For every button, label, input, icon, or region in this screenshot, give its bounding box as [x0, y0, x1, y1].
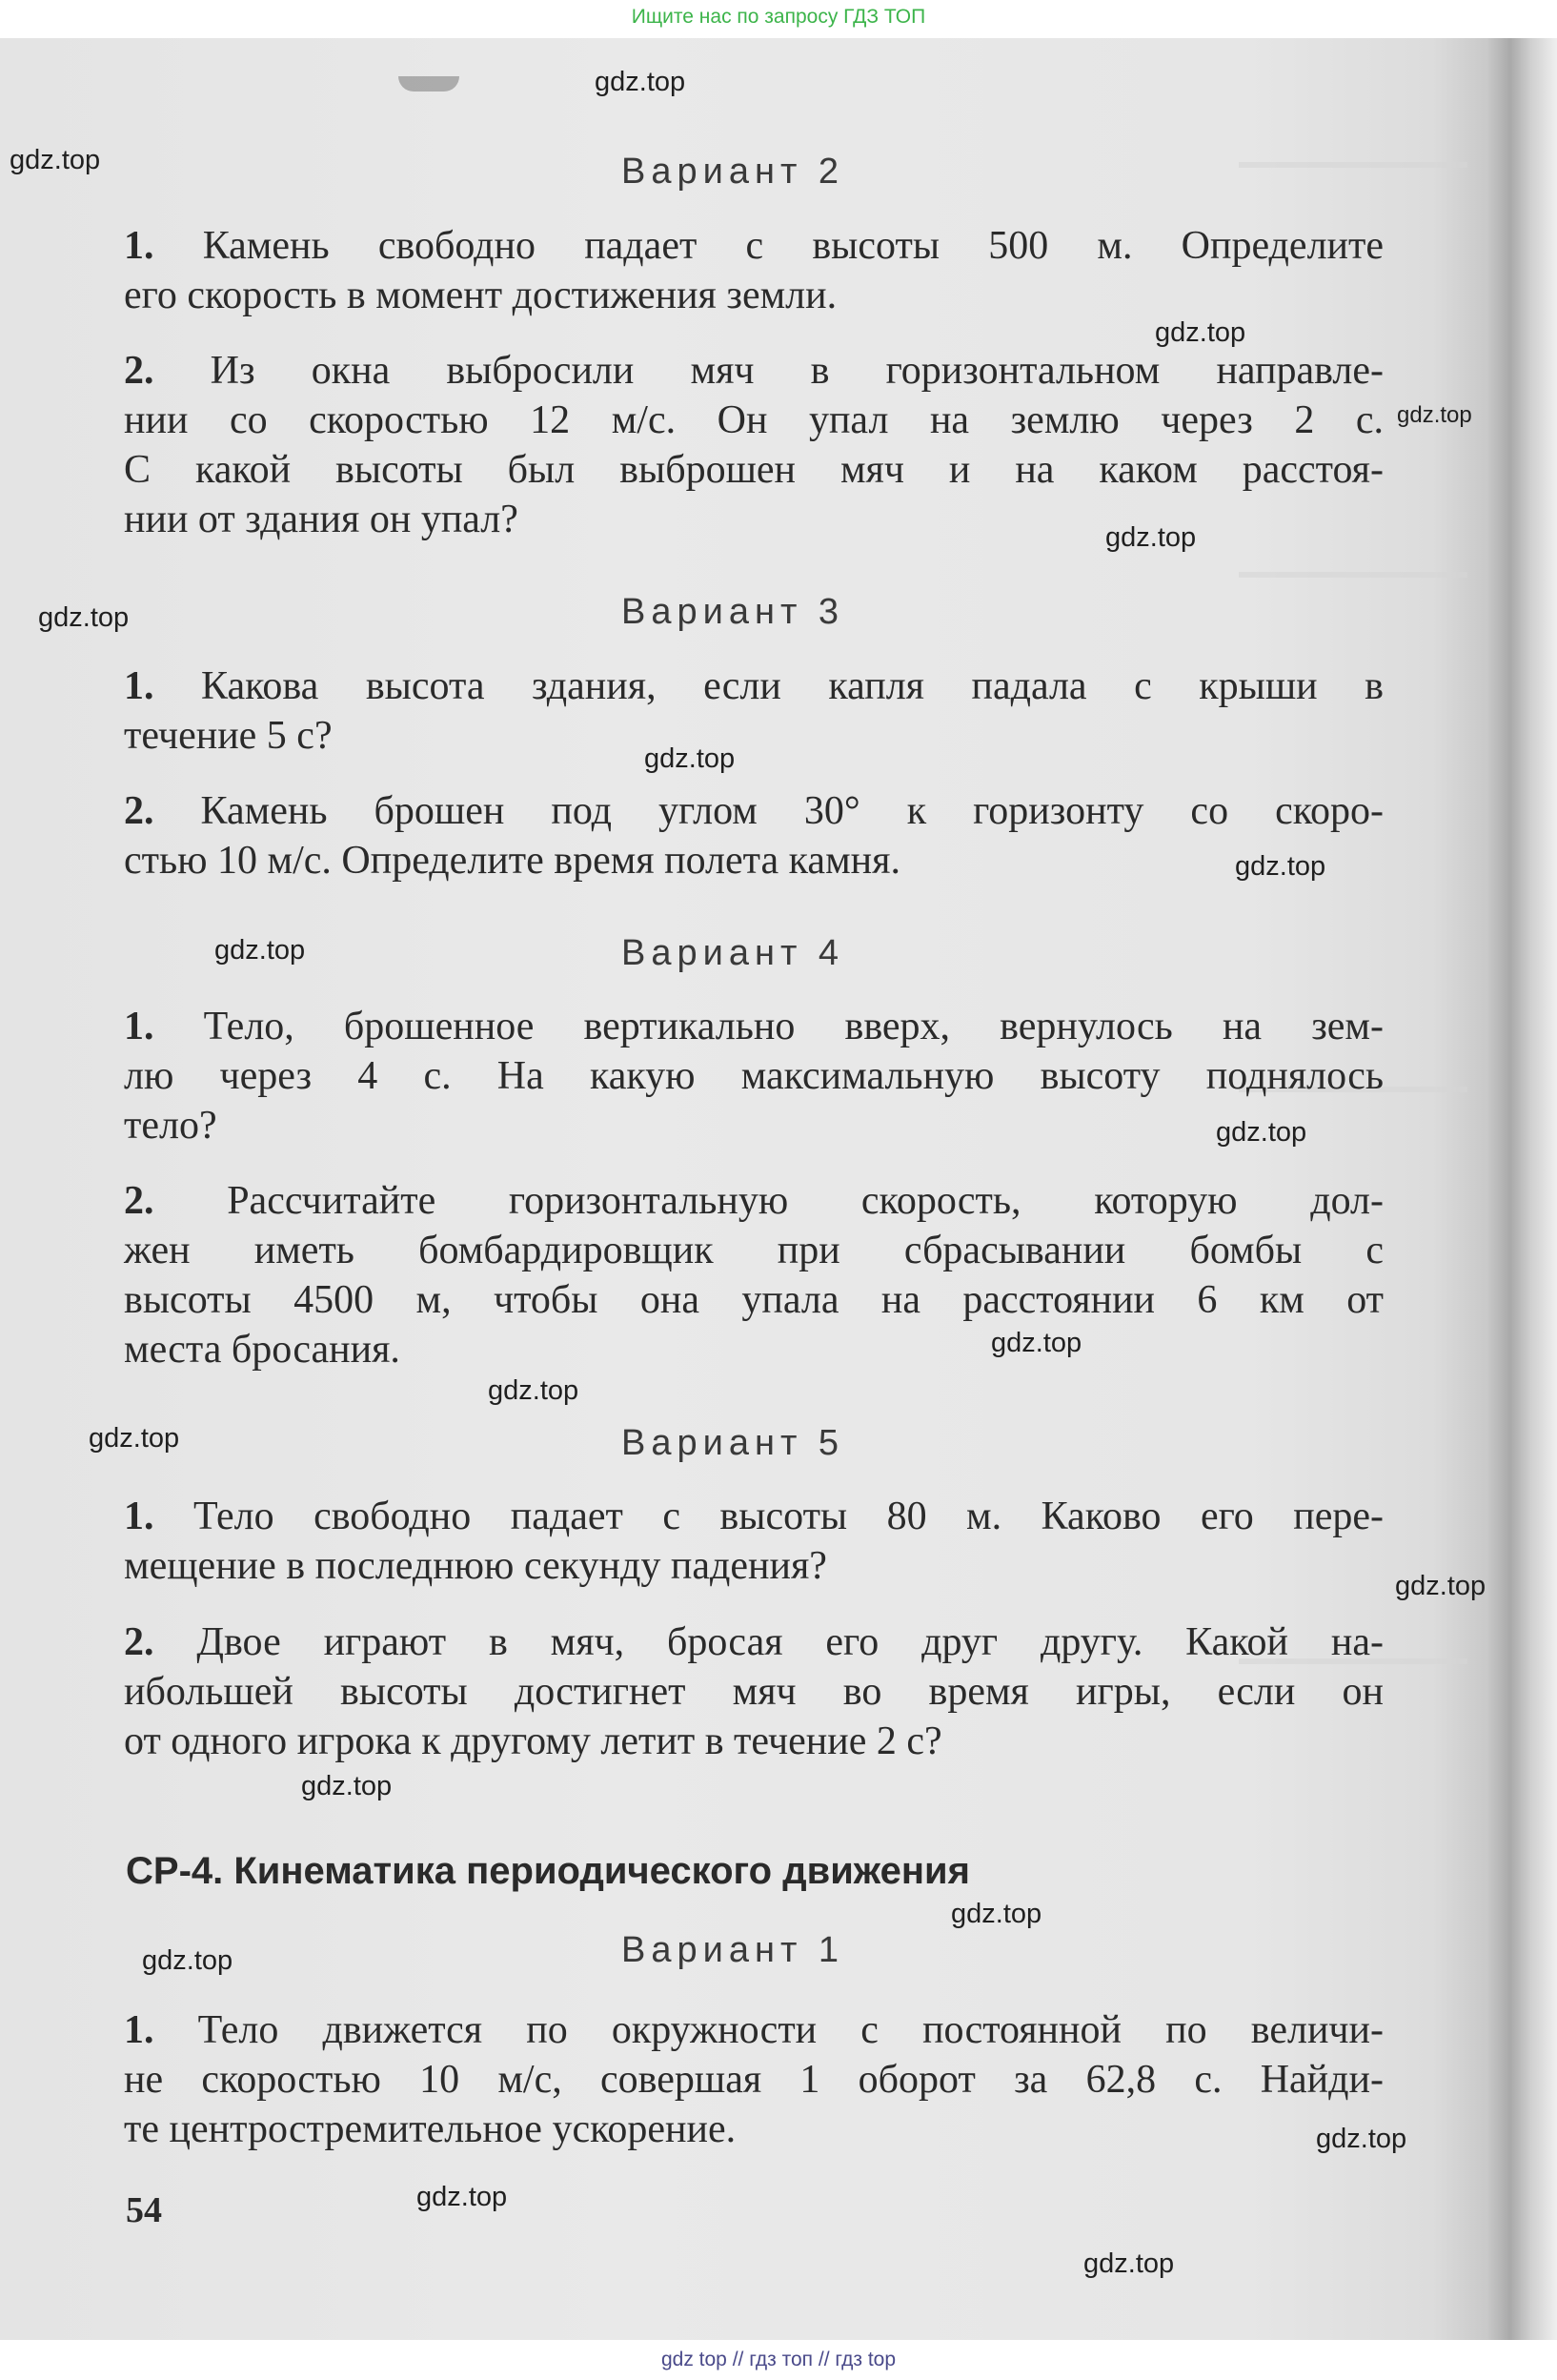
- task-line: С какой высоты был выброшен мяч и на каком расстоя-: [124, 448, 1384, 492]
- task-text: Двое играют в мяч, бросая его друг другу. Какой на-: [196, 1620, 1384, 1664]
- task-number: 2.: [124, 349, 154, 393]
- task-line: места бросания.: [124, 1328, 400, 1372]
- task-number: 2.: [124, 1179, 154, 1223]
- task-line: стью 10 м/с. Определите время полета камня.: [124, 839, 900, 883]
- variant-5-title: Вариант 5: [621, 1423, 845, 1463]
- variant-4-title: Вариант 4: [621, 933, 845, 973]
- task-line: [124, 2005, 1384, 2055]
- task-line: [124, 1492, 1384, 1541]
- task-line: мещение в последнюю секунду падения?: [124, 1544, 827, 1588]
- watermark: gdz.top: [1235, 851, 1326, 882]
- task-text: Камень свободно падает с высоты 500 м. Определите: [202, 224, 1384, 268]
- task-line: [124, 1002, 1384, 1051]
- task-line: его скорость в момент достижения земли.: [124, 274, 838, 317]
- task-number: 2.: [124, 1620, 154, 1664]
- variant-2-title: Вариант 2: [621, 152, 845, 192]
- task-line: не скоростью 10 м/с, совершая 1 оборот за 62,8 с. Найди-: [124, 2058, 1384, 2102]
- task-text: Камень брошен под углом 30° к горизонту со скоро-: [200, 789, 1384, 833]
- task-text: Рассчитайте горизонтальную скорость, которую дол-: [227, 1179, 1384, 1223]
- task-line: высоты 4500 м, чтобы она упала на расстоянии 6 км от: [124, 1278, 1384, 1322]
- watermark: gdz.top: [644, 743, 736, 774]
- task-line: [124, 1176, 1384, 1226]
- task-line: жен иметь бомбардировщик при сбрасывании бомбы с: [124, 1229, 1384, 1272]
- watermark: gdz.top: [488, 1375, 579, 1406]
- task-text: Какова высота здания, если капля падала с крыши в: [201, 664, 1384, 708]
- task-number: 1.: [124, 2008, 154, 2052]
- watermark: gdz.top: [301, 1771, 393, 1801]
- task-number: 2.: [124, 789, 154, 833]
- bleed-through: [1239, 162, 1467, 168]
- task-line: нии со скоростью 12 м/с. Он упал на землю через 2 с.: [124, 398, 1384, 442]
- bleed-through: [1239, 572, 1467, 578]
- watermark: gdz.top: [1083, 2248, 1175, 2279]
- section-variant-1-title: Вариант 1: [621, 1930, 845, 1970]
- task-line: течение 5 с?: [124, 714, 333, 758]
- task-line: ибольшей высоты достигнет мяч во время игры, если он: [124, 1670, 1384, 1714]
- watermark: gdz.top: [38, 602, 130, 633]
- task-line: [124, 786, 1384, 836]
- top-banner[interactable]: Ищите нас по запросу ГДЗ ТОП: [0, 0, 1557, 38]
- bottom-banner[interactable]: gdz top // гдз топ // гдз top: [0, 2340, 1557, 2380]
- task-line: нии от здания он упал?: [124, 498, 518, 541]
- watermark: gdz.top: [10, 145, 101, 175]
- watermark: gdz.top: [89, 1423, 180, 1454]
- task-line: [124, 1617, 1384, 1667]
- watermark: gdz.top: [991, 1328, 1082, 1358]
- task-line: от одного игрока к другому летит в течение 2 с?: [124, 1719, 942, 1763]
- section-title: СР-4. Кинематика периодического движения: [126, 1850, 970, 1892]
- watermark: gdz.top: [1316, 2124, 1407, 2154]
- task-number: 1.: [124, 1005, 154, 1048]
- watermark: gdz.top: [1395, 1571, 1486, 1601]
- task-line: [124, 221, 1384, 271]
- task-line: тело?: [124, 1104, 217, 1148]
- task-text: Из окна выбросили мяч в горизонтальном направле-: [210, 349, 1385, 393]
- variant-3-title: Вариант 3: [621, 592, 845, 632]
- task-line: [124, 346, 1384, 396]
- task-text: Тело движется по окружности с постоянной по величи-: [197, 2008, 1385, 2052]
- watermark: gdz.top: [1155, 317, 1246, 348]
- task-number: 1.: [124, 664, 154, 708]
- watermark: gdz.top: [214, 935, 306, 966]
- watermark: gdz.top: [142, 1945, 233, 1976]
- task-line: те центростремительное ускорение.: [124, 2107, 737, 2151]
- ink-blot: [398, 76, 459, 92]
- page-number: 54: [126, 2190, 162, 2230]
- watermark: gdz.top: [951, 1899, 1042, 1929]
- watermark: gdz.top: [416, 2182, 508, 2212]
- task-line: [124, 661, 1384, 711]
- task-number: 1.: [124, 224, 154, 268]
- watermark: gdz.top: [1397, 402, 1472, 428]
- task-line: лю через 4 с. На какую максимальную высоту поднялось: [124, 1054, 1384, 1098]
- task-text: Тело, брошенное вертикально вверх, вернулось на зем-: [203, 1005, 1384, 1048]
- watermark: gdz.top: [595, 67, 686, 97]
- watermark: gdz.top: [1216, 1117, 1307, 1148]
- task-number: 1.: [124, 1495, 154, 1538]
- watermark: gdz.top: [1105, 522, 1197, 553]
- task-text: Тело свободно падает с высоты 80 м. Каково его пере-: [192, 1495, 1385, 1538]
